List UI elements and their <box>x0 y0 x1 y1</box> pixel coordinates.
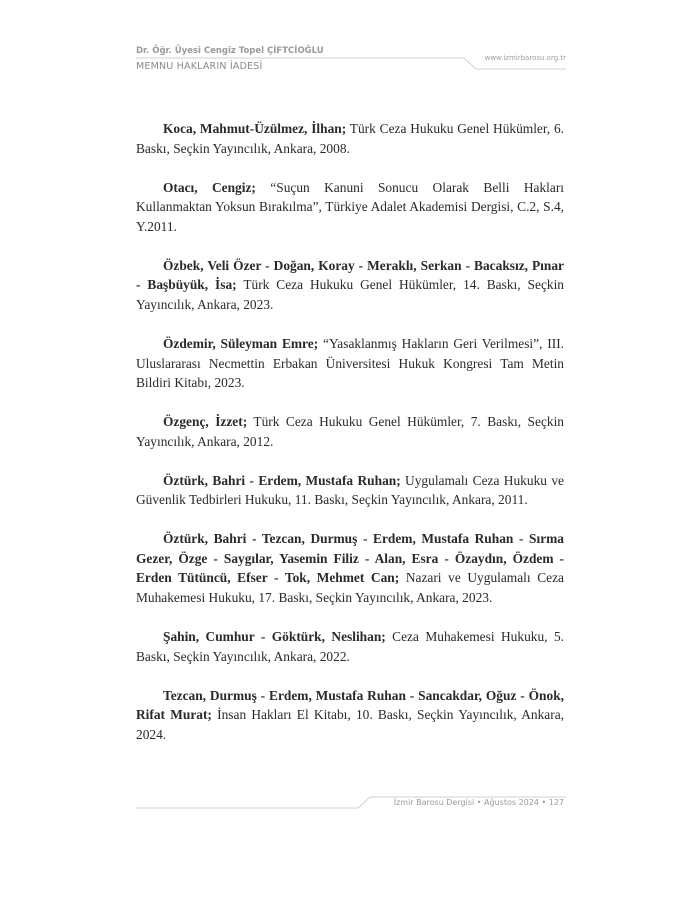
reference-authors: Öztürk, Bahri - Erdem, Mustafa Ruhan; <box>163 472 401 488</box>
reference-entry <box>136 178 564 237</box>
header-chapter-title: MEMNU HAKLARIN İADESİ <box>136 61 263 72</box>
reference-details: “Yasaklanmış Hakların Geri Verilmesi”, III. Uluslararası Necmettin Erbakan Üniversitesi Hukuk Kongresi Tam Metin Bildiri Kitabı, 2023. <box>136 335 565 391</box>
reference-authors: Öztürk, Bahri - Tezcan, Durmuş - Erdem, Mustafa Ruhan - Sırma Gezer, Özge - Saygılar, Yasemin Filiz - Alan, Esra - Özaydın, Özdem - Erden Tütüncü, Efser - Tok, Mehmet Can; <box>136 531 564 586</box>
page-header <box>136 46 566 86</box>
reference-details: Uygulamalı Ceza Hukuku ve Güvenlik Tedbirleri Hukuku, 11. Baskı, Seçkin Yayıncılık, Ankara, 2011. <box>136 472 564 508</box>
reference-entry <box>136 256 564 315</box>
reference-authors: Şahin, Cumhur - Göktürk, Neslihan; <box>163 629 386 645</box>
reference-entry <box>136 334 564 393</box>
reference-details: Türk Ceza Hukuku Genel Hükümler, 14. Baskı, Seçkin Yayıncılık, Ankara, 2023. <box>136 277 564 312</box>
reference-entry <box>136 686 564 745</box>
reference-authors: Özgenç, İzzet; <box>163 414 248 430</box>
reference-details: İnsan Hakları El Kitabı, 10. Baskı, Seçkin Yayıncılık, Ankara, 2024. <box>136 707 564 742</box>
reference-details: “Suçun Kanuni Sonucu Olarak Belli Hakları Kullanmaktan Yoksun Bırakılma”, Türkiye Adalet Akademisi Dergisi, C.2, S.4, Y.2011. <box>136 179 565 234</box>
reference-list <box>136 119 564 764</box>
page-footer <box>136 796 566 826</box>
reference-entry <box>136 471 564 510</box>
reference-authors: Koca, Mahmut-Üzülmez, İlhan; <box>163 121 347 136</box>
reference-authors: Tezcan, Durmuş - Erdem, Mustafa Ruhan - Sancakdar, Oğuz - Önok, Rifat Murat; <box>136 687 564 723</box>
footer-journal-info: İzmir Barosu Dergisi • Ağustos 2024 • 127 <box>393 798 564 807</box>
reference-authors: Otacı, Cengiz; <box>163 179 256 195</box>
reference-details: Türk Ceza Hukuku Genel Hükümler, 6. Baskı, Seçkin Yayıncılık, Ankara, 2008. <box>136 121 565 156</box>
reference-details: Türk Ceza Hukuku Genel Hükümler, 7. Baskı, Seçkin Yayıncılık, Ankara, 2012. <box>136 414 564 449</box>
header-author: Dr. Öğr. Üyesi Cengiz Topel ÇİFTCİOĞLU <box>136 46 324 56</box>
reference-details: Nazari ve Uygulamalı Ceza Muhakemesi Hukuku, 17. Baskı, Seçkin Yayıncılık, Ankara, 2023. <box>136 570 564 606</box>
reference-entry <box>136 412 564 451</box>
reference-authors: Özbek, Veli Özer - Doğan, Koray - Meraklı, Serkan - Bacaksız, Pınar - Başbüyük, İsa; <box>136 257 564 293</box>
reference-entry <box>136 627 564 666</box>
header-rule <box>136 57 566 73</box>
reference-entry <box>136 529 564 607</box>
header-website: www.izmirbarosu.org.tr <box>484 54 566 62</box>
reference-entry <box>136 119 564 158</box>
reference-authors: Özdemir, Süleyman Emre; <box>163 335 319 351</box>
reference-details: Ceza Muhakemesi Hukuku, 5. Baskı, Seçkin Yayıncılık, Ankara, 2022. <box>136 629 564 664</box>
